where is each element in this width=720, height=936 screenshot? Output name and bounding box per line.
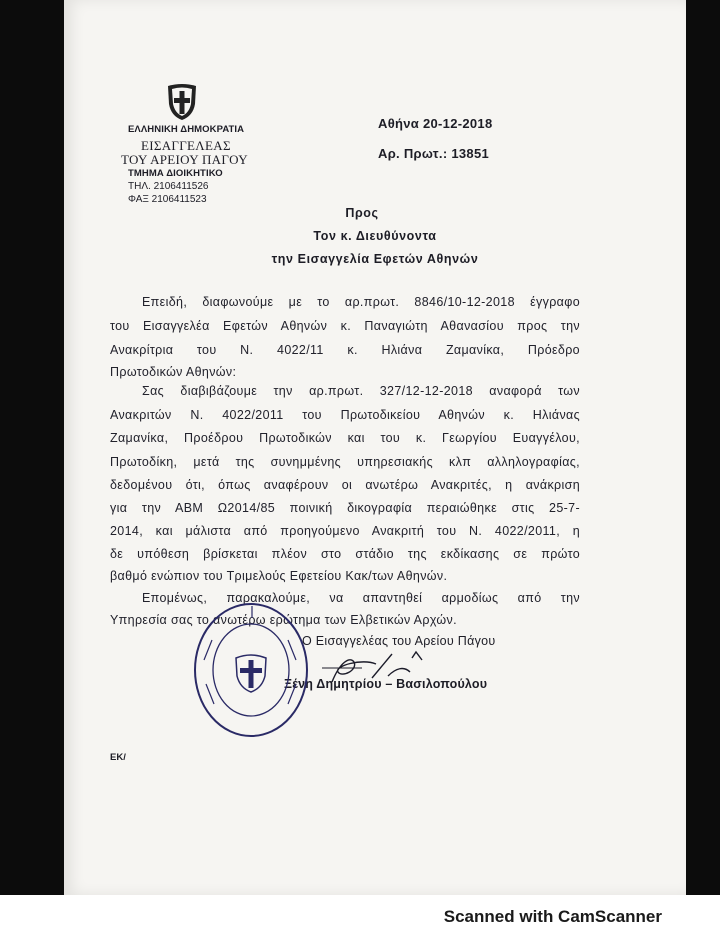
protocol-number: Αρ. Πρωτ.: 13851	[378, 146, 490, 161]
signatory-title: Ο Εισαγγελέας του Αρείου Πάγου	[302, 634, 496, 648]
body-line: βαθμό ενώπιον του Τριμελούς Εφετείου Κακ/των Αθηνών.	[110, 569, 448, 583]
issuer-office-line1: ΕΙΣΑΓΓΕΛΕΑΣ	[141, 138, 231, 153]
addressee-office: την Εισαγγελία Εφετών Αθηνών	[271, 252, 479, 266]
body-line: 2014, και μάλιστα από προηγούμενο Ανακριτή του Ν. 4022/2011, η	[110, 524, 580, 538]
place-date: Αθήνα 20-12-2018	[378, 116, 493, 131]
addressee-title: Τον κ. Διευθύνοντα	[313, 229, 437, 243]
addressee-to: Προς	[345, 206, 379, 220]
body-line: Πρωτοδικών Αθηνών:	[110, 365, 237, 379]
footer-code: ΕΚ/	[110, 752, 126, 763]
issuer-department: ΤΜΗΜΑ ΔΙΟΙΚΗΤΙΚΟ	[128, 168, 223, 179]
body-line: Πρωτοδίκη, μετά της συνημμένης υπηρεσιακής κλπ αλληλογραφίας,	[110, 455, 580, 469]
signatory-name: Ξένη Δημητρίου – Βασιλοπούλου	[284, 677, 488, 691]
official-seal-stamp	[192, 600, 310, 740]
scanner-watermark: Scanned with CamScanner	[443, 907, 662, 926]
body-line: Ζαμανίκα, Προέδρου Πρωτοδικών και του κ. Γεωργίου Ευαγγέλου,	[110, 431, 580, 445]
issuer-fax: ΦΑΞ 2106411523	[128, 194, 207, 205]
issuer-phone: ΤΗΛ. 2106411526	[128, 181, 209, 192]
body-line: του Εισαγγελέα Εφετών Αθηνών κ. Παναγιώτη Αθανασίου προς την	[110, 319, 580, 333]
body-line: Ανακρίτρια του Ν. 4022/11 κ. Ηλιάνα Ζαμανίκα, Πρόεδρο	[110, 343, 580, 357]
body-line: Υπηρεσία σας το ανωτέρω ερώτημα των Ελβετικών Αρχών.	[110, 613, 457, 627]
body-line: για την ΑΒΜ Ω2014/85 ποινική δικογραφία περαιώθηκε στις 25-7-	[110, 501, 580, 515]
body-line: δεδομένου ότι, όπως αναφέρουν οι ανωτέρω Ανακριτές, η ανάκριση	[110, 478, 580, 492]
issuer-office-line2: ΤΟΥ ΑΡΕΙΟΥ ΠΑΓΟΥ	[121, 152, 248, 167]
issuer-state: ΕΛΛΗΝΙΚΗ ΔΗΜΟΚΡΑΤΙΑ	[128, 124, 245, 135]
body-line: Σας διαβιβάζουμε την αρ.πρωτ. 327/12-12-2018 αναφορά των	[142, 384, 580, 398]
body-line: Επειδή, διαφωνούμε με το αρ.πρωτ. 8846/10-12-2018 έγγραφο	[142, 295, 580, 309]
body-line: δε υπόθεση βρίσκεται πλέον στο στάδιο της εκδίκασης σε πρώτο	[110, 547, 580, 561]
body-line: Ανακριτών Ν. 4022/2011 του Πρωτοδικείου Αθηνών κ. Ηλιάνας	[110, 408, 580, 422]
body-line: Επομένως, παρακαλούμε, να απαντηθεί αρμοδίως από την	[142, 591, 580, 605]
coat-of-arms-icon	[162, 82, 202, 122]
